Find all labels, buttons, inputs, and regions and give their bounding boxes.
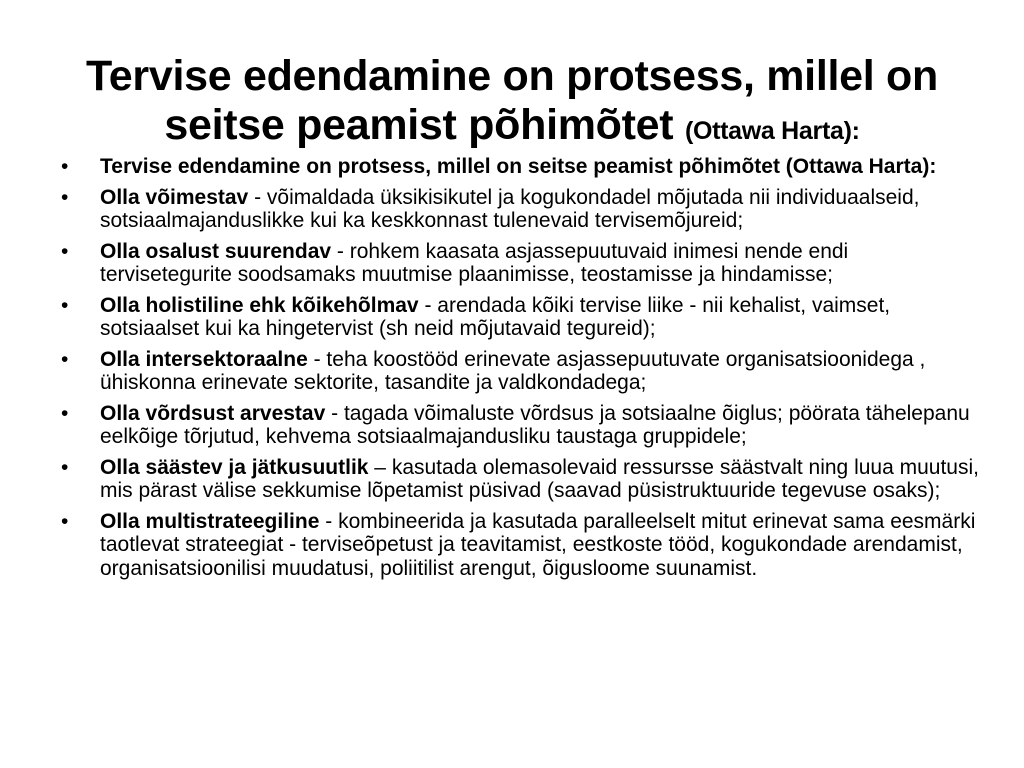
bullet-item [60,510,980,581]
bullet-text: - arendada kõiki tervise liike - nii kehalist, vaimset, sotsiaalset kui ka hingetervist (sh neid mõjutavaid tegureid); [100,293,891,340]
slide-title-main: Tervise edendamine on protsess, millel on seitse peamist põhimõtet [86,52,938,149]
bullet-text: - kombineerida ja kasutada paralleelselt mitut erinevat sama eesmärki taotlevat strateegiat - terviseõpetust ja teavitamist, eestkoste tööd, kogukondade arendamist, organisatsioonilisi muudatusi, poliitilist arengut, õigusloome suunamist. [100,509,976,580]
bullet-item [60,456,980,503]
bullet-lead: Olla võimestav [100,185,249,209]
bullet-item [60,240,980,287]
bullet-item [60,294,980,341]
bullet-text: - tagada võimaluste võrdsus ja sotsiaalne õiglus; pöörata tähelepanu eelkõige tõrjutud, kehvema sotsiaalmajandusliku taustaga gruppidele; [100,401,970,448]
bullet-list [60,155,980,587]
bullet-text: - võimaldada üksikisikutel ja kogukondadel mõjutada nii individuaalseid, sotsiaalmajanduslikke kui ka keskkonnast tulenevaid tervisemõjureid; [100,185,920,232]
bullet-lead: Tervise edendamine on protsess, millel on seitse peamist põhimõtet (Ottawa Harta): [100,155,937,178]
bullet-lead: Olla multistrateegiline [100,509,320,533]
bullet-item [60,186,980,233]
bullet-text: - teha koostööd erinevate asjassepuutuvate organisatsioonidega , ühiskonna erinevate sektorite, tasandite ja valdkondadega; [100,347,926,394]
bullet-lead: Olla võrdsust arvestav [100,401,326,425]
bullet-lead: Olla holistiline ehk kõikehõlmav [100,293,419,317]
bullet-item [60,402,980,449]
slide-title-suffix: (Ottawa Harta): [684,117,860,145]
bullet-lead: Olla intersektoraalne [100,347,308,371]
bullet-lead: Olla säästev ja jätkusuutlik [100,455,369,479]
bullet-text: - rohkem kaasata asjassepuutuvaid inimesi nende endi tervisetegurite soodsamaks muutmise plaanimisse, teostamisse ja hindamisse; [100,239,849,286]
bullet-item [60,348,980,395]
bullet-text: – kasutada olemasolevaid ressursse säästvalt ning luua muutusi, mis pärast välise sekkumise lõpetamist püsivad (saavad püsistruktuuride tegevuse osaks); [100,455,979,502]
bullet-lead: Olla osalust suurendav [100,239,332,263]
bullet-item [60,155,980,179]
slide-title [40,52,984,156]
